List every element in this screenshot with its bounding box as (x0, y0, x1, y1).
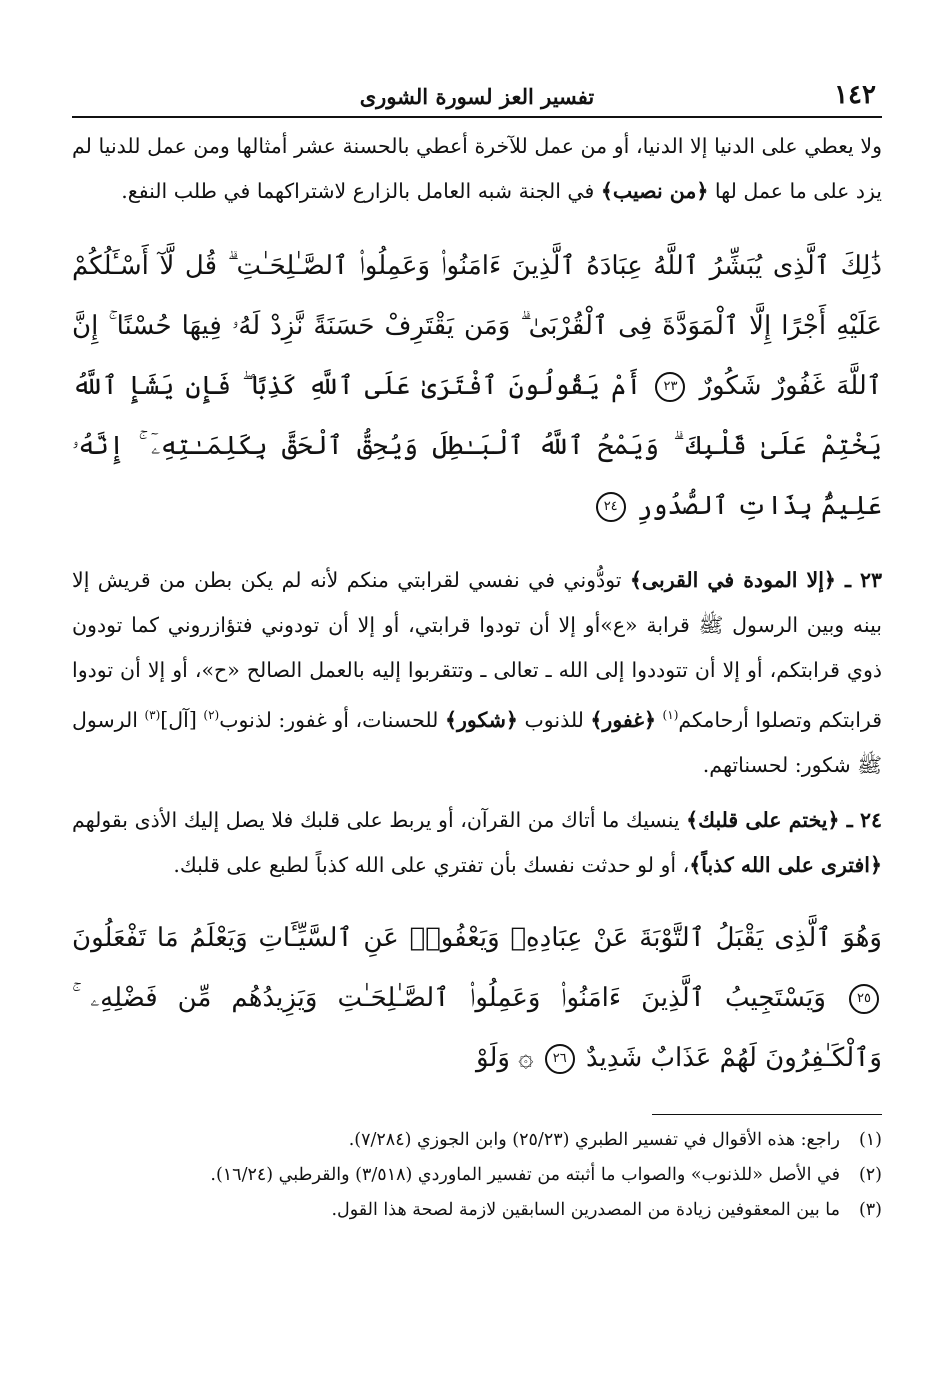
ayah-marker-23: ٢٣ (655, 372, 685, 402)
commentary-23 (72, 558, 882, 788)
footnote-1-number: (١) (858, 1129, 882, 1150)
ayah-marker-25: ٢٥ (849, 984, 879, 1014)
verse-26-text: وَيَسْتَجِيبُ ٱلَّذِينَ ءَامَنُوا۟ وَعَمِلُوا۟ ٱلصَّـٰلِحَـٰتِ وَيَزِيدُهُم مِّن فَضْلِهِۦ ۚ وَٱلْكَـٰفِرُونَ لَهُمْ عَذَابٌ شَدِيدٌ (72, 982, 882, 1073)
quote-ghafur: ﴿غفور﴾ (590, 707, 657, 732)
commentary-23-number: ٢٣ ـ (835, 568, 882, 592)
commentary-23-text-2: للذنوب (517, 707, 591, 732)
footnote-2 (72, 1160, 882, 1191)
commentary-24-number: ٢٤ ـ (839, 807, 882, 832)
quote-yakhtim: ﴿يختم على قلبك﴾ (686, 807, 840, 832)
quote-iftara: ﴿افترى على الله كذباً﴾ (689, 852, 882, 877)
verse-25-text: وَهُوَ ٱلَّذِى يَقْبَلُ ٱلتَّوْبَةَ عَنْ عِبَادِهِۦ وَيَعْفُوا۟ عَنِ ٱلسَّيِّـَٔاتِ وَيَعْلَمُ مَا تَفْعَلُونَ (72, 922, 882, 953)
book-page (72, 80, 882, 1226)
quote-shakur: ﴿شكور﴾ (444, 707, 518, 732)
intro-line-2: ومن عمل للدنيا لم يزد على ما عمل لها (72, 134, 882, 203)
commentary-24-text-1: ينسيك ما أتاك من القرآن، أو يربط على قلبك فلا يصل إليك الأذى بقولهم (72, 807, 687, 832)
page-number: ١٤٢ (834, 80, 876, 110)
commentary-23-text-1: تودُّوني في نفسي لقرابتي منكم لأنه لم يكن بطن من قريش إلا بينه وبين الرسول ﷺ قرابة «ع»أو إلا أن تودوا قرابتي، أو إلا أن تودوني فتؤازروني كما تودون ذوي قرابتكم، أو إلا أن تتوددوا إلى الله ـ تعالى ـ وتتقربوا إليه بالعمل الصالح «ح»، أو إلا أن تودوا قرابتكم وتصلوا أرحامكم (72, 568, 883, 732)
commentary-24 (72, 798, 882, 888)
ayah-marker-26: ٢٦ (545, 1044, 575, 1074)
footnote-2-number: (٢) (858, 1164, 882, 1185)
intro-quote: ﴿من نصيب﴾ (600, 179, 709, 203)
verse-27-start: ۞ وَلَوْ (476, 1042, 534, 1073)
footnote-1 (72, 1125, 882, 1156)
footnotes (72, 1125, 882, 1226)
quran-verses-23-24 (72, 236, 882, 536)
footnote-ref-3[interactable]: (٣) (144, 708, 161, 722)
commentary-23-text-4: [آل] (160, 707, 204, 732)
footnote-1-text: راجع: هذه الأقوال في تفسير الطبري (٢٥/٢٣) وابن الجوزي (٧/٢٨٤). (348, 1129, 840, 1150)
ayah-marker-24: ٢٤ (596, 492, 626, 522)
intro-paragraph (72, 124, 882, 214)
commentary-23-text-3: للحسنات، أو غفور: لذنوب (219, 707, 445, 732)
commentary-24-text-2: ، أو لو حدثت نفسك بأن تفتري على الله كذباً لطبع على قلبك. (173, 852, 690, 877)
quran-verses-25-26 (72, 908, 882, 1088)
verse-24-text: أَمْ يَقُولُونَ ٱفْتَرَىٰ عَلَى ٱللَّهِ كَذِبًا ۖ فَإِن يَشَإِ ٱللَّهُ يَخْتِمْ عَلَىٰ قَلْبِكَ ۗ وَيَمْحُ ٱللَّهُ ٱلْبَـٰطِلَ وَيُحِقُّ ٱلْحَقَّ بِكَلِمَـٰتِهِۦٓ ۚ إِنَّهُۥ عَلِيمٌۢ بِذَاتِ ٱلصُّدُورِ (72, 371, 882, 521)
footnote-ref-1[interactable]: (١) (662, 708, 679, 722)
footnote-2-text: في الأصل «للذنوب» والصواب ما أثبته من تفسير الماوردي (٣/٥١٨) والقرطبي (١٦/٢٤). (210, 1164, 840, 1185)
footnote-3 (72, 1195, 882, 1226)
footnote-3-text: ما بين المعقوفين زيادة من المصدرين السابقين لازمة لصحة هذا القول. (331, 1199, 840, 1220)
quote-mawadda: ﴿إلا المودة في القربى﴾ (629, 568, 836, 592)
intro-line-3: في الجنة شبه العامل بالزارع لاشتراكهما في طلب النفع. (121, 179, 601, 203)
page-header (72, 80, 882, 118)
footnote-3-number: (٣) (858, 1199, 882, 1220)
commentary-23-text-5: الرسول ﷺ شكور: لحسناتهم. (72, 707, 882, 777)
footnote-ref-2[interactable]: (٢) (203, 708, 220, 722)
verse-23-text: ذَٰلِكَ ٱلَّذِى يُبَشِّرُ ٱللَّهُ عِبَادَهُ ٱلَّذِينَ ءَامَنُوا۟ وَعَمِلُوا۟ ٱلصَّـٰلِحَـٰتِ ۗ قُل لَّآ أَسْـَٔلُكُمْ عَلَيْهِ أَجْرًا إِلَّا ٱلْمَوَدَّةَ فِى ٱلْقُرْبَىٰ ۗ وَمَن يَقْتَرِفْ حَسَنَةً نَّزِدْ لَهُۥ فِيهَا حُسْنًا ۚ إِنَّ ٱللَّهَ غَفُورٌ شَكُورٌ (72, 251, 883, 401)
footnote-separator (652, 1114, 882, 1115)
running-title: تفسير العز لسورة الشورى (359, 84, 595, 109)
intro-line-1: ولا يعطي على الدنيا إلا الدنيا، أو من عمل للآخرة أعطي بالحسنة عشر أمثالها (236, 134, 882, 158)
